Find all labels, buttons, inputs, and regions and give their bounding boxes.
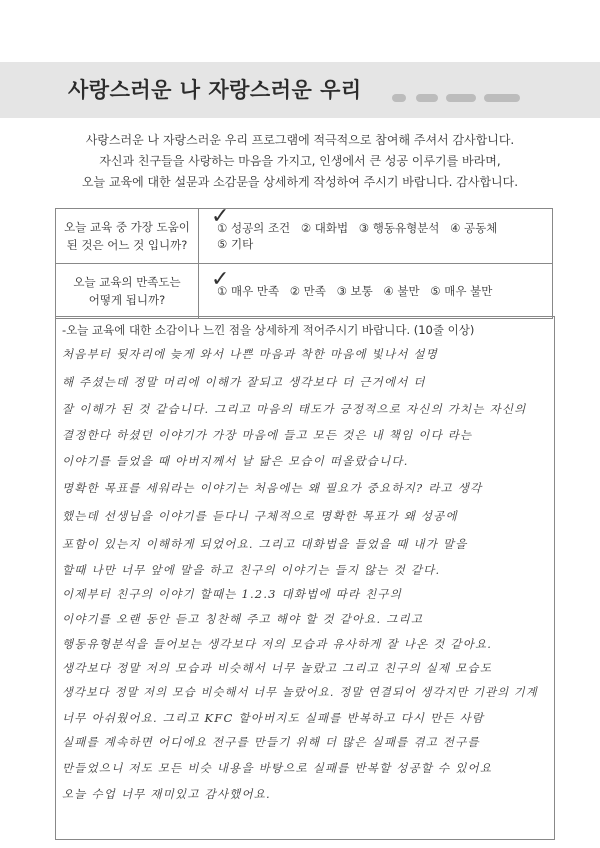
handwritten-line: 명확한 목표를 세워라는 이야기는 처음에는 왜 필요가 중요하지? 라고 생각 <box>62 481 483 495</box>
question-label: 오늘 교육의 만족도는 어떻게 됩니까? <box>56 264 199 319</box>
intro-line: 오늘 교육에 대한 설문과 소감문을 상세하게 작성하여 주시기 바랍니다. 감사합니다. <box>81 175 519 189</box>
redacted-name <box>392 88 532 108</box>
option-other[interactable]: ⑤ 기타 <box>217 237 254 251</box>
intro-line: 사랑스러운 나 자랑스러운 우리 프로그램에 적극적으로 참여해 주셔서 감사합니다. <box>85 133 515 147</box>
handwritten-line: 잘 이해가 된 것 같습니다. 그리고 마음의 태도가 긍정적으로 자신의 가치는 자신의 <box>62 402 527 416</box>
handwritten-line: 할때 나만 너무 앞에 말을 하고 친구의 이야기는 들지 않는 것 같다. <box>62 563 441 577</box>
handwritten-line: 만들었으니 저도 모든 비슷 내용을 바탕으로 실패를 반복할 성공할 수 있어요 <box>62 761 493 775</box>
handwritten-line: 행동유형분석을 들어보는 생각보다 저의 모습과 유사하게 잘 나온 것 같아요. <box>62 637 493 651</box>
option-behavior-analysis[interactable]: ③ 행동유형분석 <box>358 221 440 235</box>
check-mark-icon: ✓ <box>211 267 230 292</box>
handwritten-line: 해 주셨는데 정말 머리에 이해가 잘되고 생각보다 더 근거에서 더 <box>62 375 426 389</box>
question-row-helpful <box>56 209 553 264</box>
check-mark-icon: ✓ <box>211 204 230 229</box>
handwritten-line: 이야기를 들었을 때 아버지께서 날 닮은 모습이 떠올랐습니다. <box>62 454 409 468</box>
option-dissatisfied[interactable]: ④ 불만 <box>383 284 420 298</box>
option-conversation[interactable]: ② 대화법 <box>300 221 349 235</box>
handwritten-line: 포함이 있는지 이해하게 되었어요. 그리고 대화법을 들었을 때 내가 말을 <box>62 537 468 551</box>
handwritten-line: 실패를 계속하면 어디에요 전구를 만들기 위해 더 많은 실패를 겪고 전구를 <box>62 735 480 749</box>
handwritten-line: 결정한다 하셨던 이야기가 가장 마음에 들고 모든 것은 내 책임 이다 라는 <box>62 428 473 442</box>
option-very-satisfied[interactable]: ✓ ① 매우 만족 <box>211 267 280 298</box>
intro-line: 자신과 친구들을 사랑하는 마음을 가지고, 인생에서 큰 성공 이루기를 바라며, <box>99 154 501 168</box>
question-label: 오늘 교육 중 가장 도움이 된 것은 어느 것 입니까? <box>56 209 199 264</box>
handwritten-line: 이제부터 친구의 이야기 할때는 1.2.3 대화법에 따라 친구의 <box>62 587 403 601</box>
option-satisfied[interactable]: ② 만족 <box>289 284 326 298</box>
handwritten-line: 이야기를 오랜 동안 듣고 칭찬해 주고 해야 할 것 같아요. 그리고 <box>62 612 424 626</box>
handwritten-line: 처음부터 뒷자리에 늦게 와서 나쁜 마음과 착한 마음에 빛나서 설명 <box>62 347 439 361</box>
answer-options <box>199 204 553 264</box>
handwritten-line: 생각보다 정말 저의 모습 비슷해서 너무 놀랐어요. 정말 연결되어 생각지만 기관의 기계 <box>62 685 538 699</box>
handwritten-line: 너무 아쉬웠어요. 그리고 KFC 할아버지도 실패를 반복하고 다시 만든 사람 <box>62 711 485 725</box>
page-title: 사랑스러운 나 자랑스러운 우리 <box>68 78 362 102</box>
handwritten-line: 했는데 선생님을 이야기를 듣다니 구체적으로 명확한 목표가 왜 성공에 <box>62 509 458 523</box>
intro-text <box>0 130 600 193</box>
answer-options <box>199 264 553 319</box>
option-very-dissatisfied[interactable]: ⑤ 매우 불만 <box>430 284 493 298</box>
option-community[interactable]: ④ 공동체 <box>450 221 498 235</box>
handwritten-line: 오늘 수업 너무 재미있고 감사했어요. <box>62 787 271 801</box>
question-row-satisfaction <box>56 264 553 319</box>
handwritten-line: 생각보다 정말 저의 모습과 비슷해서 너무 놀랐고 그리고 친구의 실제 모습도 <box>62 661 493 675</box>
option-neutral[interactable]: ③ 보통 <box>336 284 373 298</box>
option-success-conditions[interactable]: ✓ ① 성공의 조건 <box>211 204 291 235</box>
response-instruction: -오늘 교육에 대한 소감이나 느낀 점을 상세하게 적어주시기 바랍니다. (10줄 이상) <box>62 323 475 337</box>
survey-table <box>55 204 553 319</box>
